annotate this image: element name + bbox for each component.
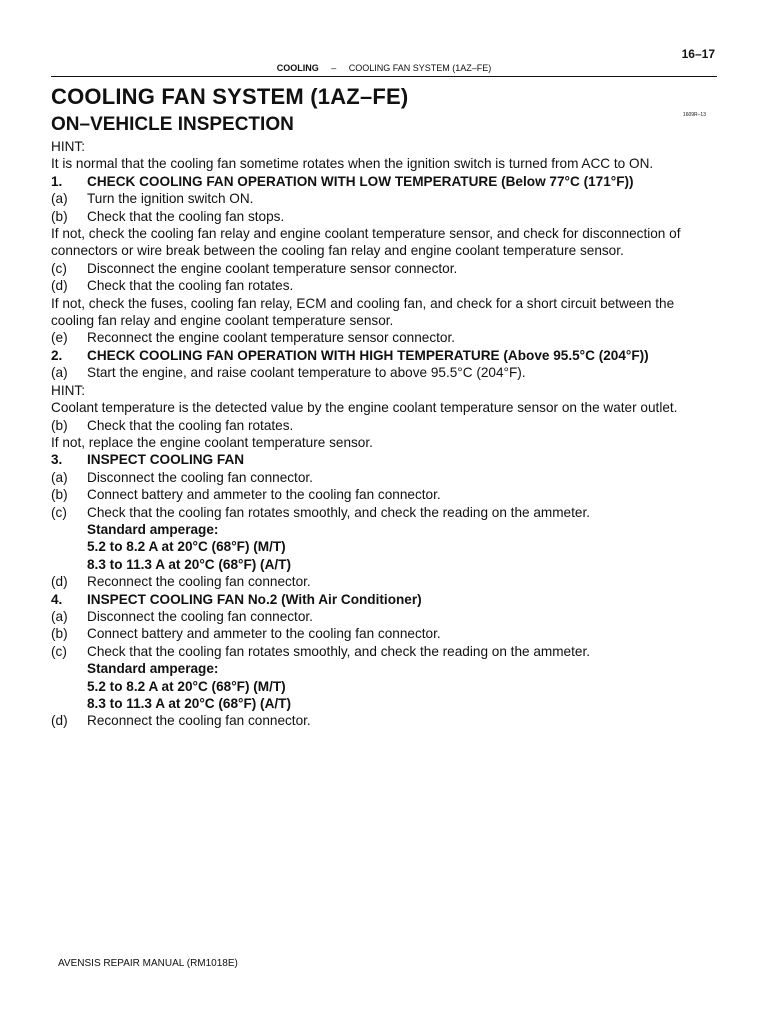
step-text: Check that the cooling fan rotates smoothly, and check the reading on the ammeter. (87, 504, 591, 520)
step-text: INSPECT COOLING FAN No.2 (With Air Conditioner) (87, 591, 422, 607)
step-label: (e) (51, 330, 68, 346)
step-label: (c) (51, 643, 67, 659)
sub-step (51, 417, 718, 434)
body-paragraph: Coolant temperature is the detected value by the engine coolant temperature sensor on the water outlet. (51, 400, 678, 416)
step-text: Turn the ignition switch ON. (87, 191, 254, 207)
step-label: 4. (51, 591, 63, 607)
sub-step (51, 469, 718, 486)
document-body (51, 138, 718, 730)
step-text: Start the engine, and raise coolant temperature to above 95.5°C (204°F). (87, 365, 526, 381)
page-title: COOLING FAN SYSTEM (1AZ–FE) (51, 84, 409, 109)
step-text: Reconnect the engine coolant temperature sensor connector. (87, 330, 456, 346)
sub-step (51, 364, 718, 381)
step-heading (51, 451, 718, 468)
step-heading (51, 173, 718, 190)
sub-step (51, 190, 718, 207)
step-label: (b) (51, 208, 68, 224)
step-label: (d) (51, 713, 68, 729)
sub-step (51, 712, 718, 729)
running-header (0, 63, 768, 73)
spec-line: 8.3 to 11.3 A at 20°C (68°F) (A/T) (87, 696, 292, 711)
step-label: 2. (51, 347, 63, 363)
header-rule (51, 76, 717, 77)
step-text: Check that the cooling fan rotates. (87, 417, 294, 433)
sub-step (51, 643, 718, 660)
sub-step (51, 504, 718, 521)
step-text: Disconnect the cooling fan connector. (87, 469, 313, 485)
step-label: (b) (51, 626, 68, 642)
spec-line: Standard amperage: (87, 521, 219, 537)
sub-step (51, 277, 718, 294)
step-label: 3. (51, 452, 63, 468)
sub-step (51, 260, 718, 277)
step-heading (51, 347, 718, 364)
body-paragraph: HINT: (51, 139, 85, 154)
figure-code: 1609R–13 (682, 112, 706, 118)
step-label: (c) (51, 504, 67, 520)
sub-step (51, 329, 718, 346)
step-label: 1. (51, 173, 63, 189)
step-text: Connect battery and ammeter to the cooling fan connector. (87, 487, 441, 503)
step-text: Check that the cooling fan rotates smoothly, and check the reading on the ammeter. (87, 643, 591, 659)
step-label: (c) (51, 260, 67, 276)
sub-step (51, 208, 718, 225)
step-label: (d) (51, 574, 68, 590)
running-header-topic: COOLING FAN SYSTEM (1AZ–FE) (348, 63, 492, 73)
footer: AVENSIS REPAIR MANUAL (RM1018E) (58, 958, 238, 969)
spec-line: 8.3 to 11.3 A at 20°C (68°F) (A/T) (87, 556, 292, 572)
body-paragraph: HINT: (51, 382, 85, 398)
step-text: Disconnect the cooling fan connector. (87, 608, 313, 624)
sub-step (51, 573, 718, 590)
step-label: (b) (51, 417, 68, 433)
spec-line: 5.2 to 8.2 A at 20°C (68°F) (M/T) (87, 539, 286, 555)
step-label: (a) (51, 608, 68, 624)
spec-line: Standard amperage: (87, 661, 219, 677)
sub-step (51, 625, 718, 642)
step-text: Connect battery and ammeter to the cooling fan connector. (87, 626, 441, 642)
body-paragraph: If not, replace the engine coolant temperature sensor. (51, 434, 373, 450)
running-header-section: COOLING (276, 63, 319, 73)
step-label: (a) (51, 469, 68, 485)
step-text: Reconnect the cooling fan connector. (87, 713, 311, 729)
spec-line: 5.2 to 8.2 A at 20°C (68°F) (M/T) (87, 678, 286, 694)
page-number: 16–17 (681, 47, 715, 61)
step-text: Check that the cooling fan rotates. (87, 278, 294, 294)
step-label: (b) (51, 487, 68, 503)
step-heading (51, 591, 718, 608)
step-label: (a) (51, 365, 68, 381)
step-text: CHECK COOLING FAN OPERATION WITH HIGH TEMPERATURE (Above 95.5°C (204°F)) (87, 347, 649, 363)
running-header-dash: – (331, 63, 337, 73)
body-paragraph: It is normal that the cooling fan sometime rotates when the ignition switch is turned from ACC to ON. (51, 156, 654, 172)
step-text: Disconnect the engine coolant temperature sensor connector. (87, 260, 458, 276)
step-label: (d) (51, 278, 68, 294)
step-text: CHECK COOLING FAN OPERATION WITH LOW TEMPERATURE (Below 77°C (171°F)) (87, 173, 634, 189)
step-label: (a) (51, 191, 68, 207)
step-text: INSPECT COOLING FAN (87, 452, 245, 468)
body-paragraph: If not, check the cooling fan relay and engine coolant temperature sensor, and check for disconnection of connectors or wire break between the cooling fan relay and engine coolant temperature sensor. (51, 226, 681, 259)
section-subtitle: ON–VEHICLE INSPECTION (51, 114, 294, 135)
step-text: Reconnect the cooling fan connector. (87, 574, 311, 590)
step-text: Check that the cooling fan stops. (87, 208, 285, 224)
sub-step (51, 608, 718, 625)
sub-step (51, 486, 718, 503)
body-paragraph: If not, check the fuses, cooling fan relay, ECM and cooling fan, and check for a short circuit between the cooling fan relay and engine coolant temperature sensor. (51, 295, 675, 329)
